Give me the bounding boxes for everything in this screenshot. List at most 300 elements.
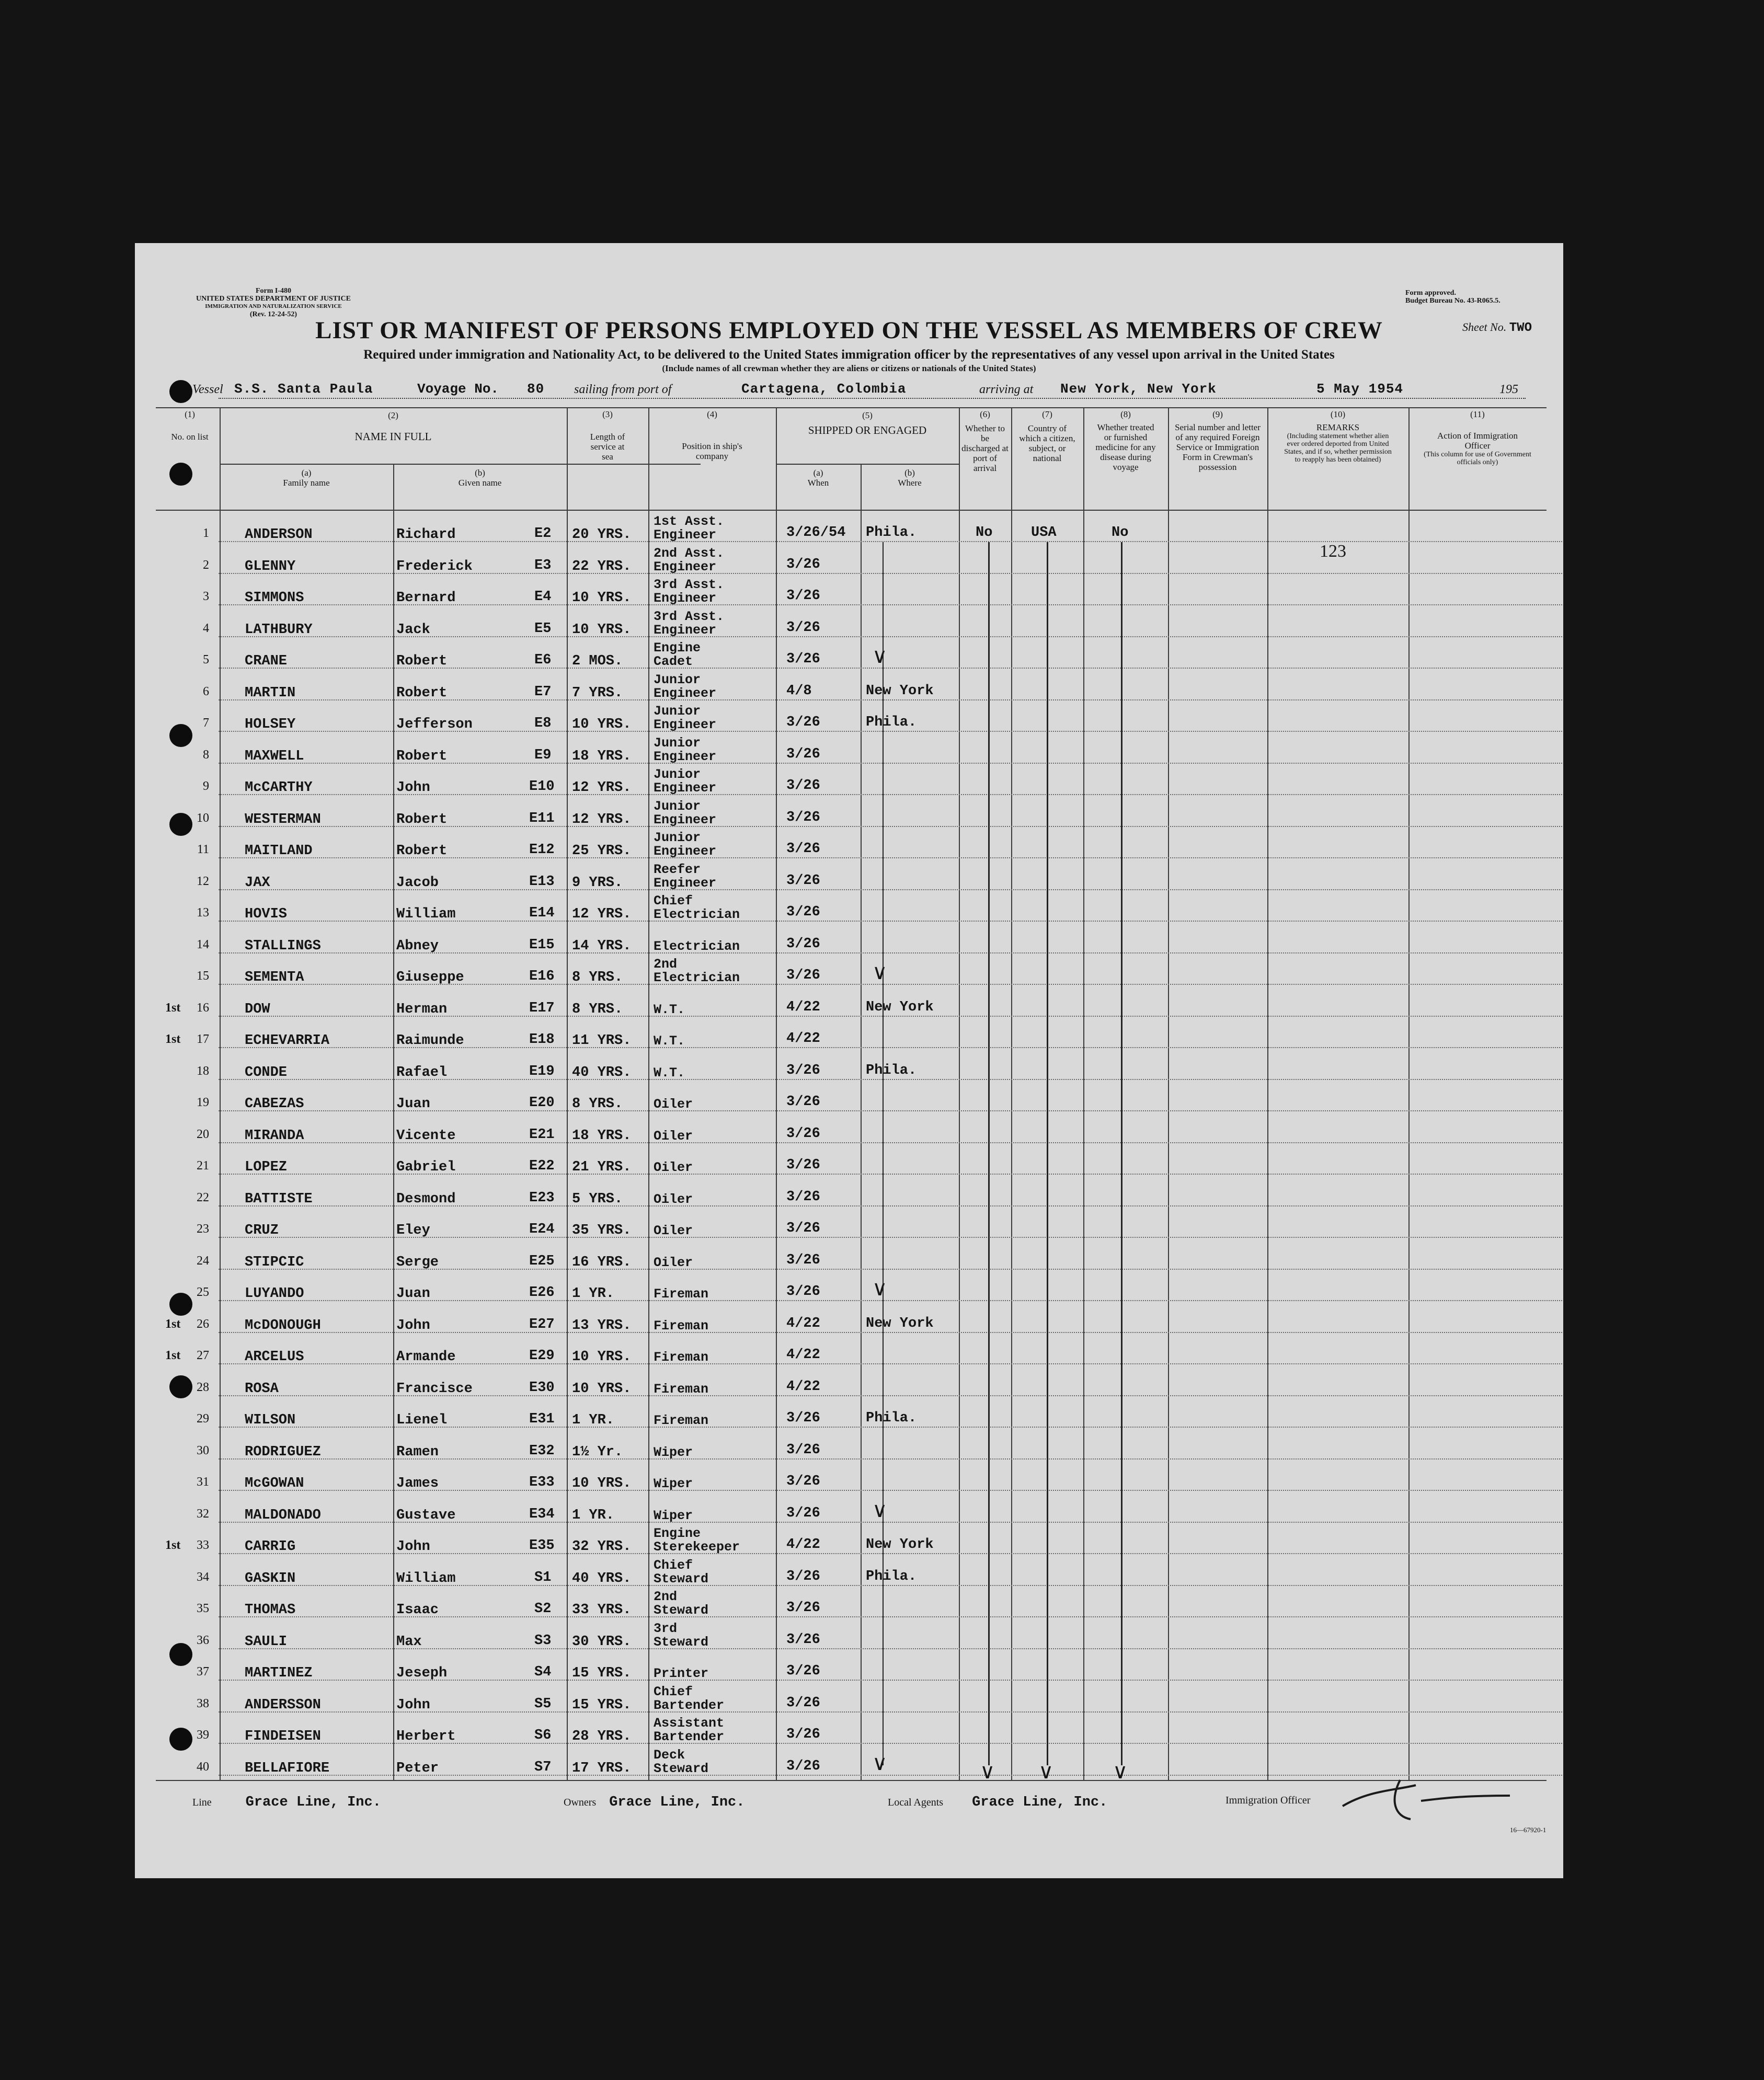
row-number: 34 [197, 1570, 209, 1584]
shipped-when: 3/26 [786, 1663, 820, 1679]
row-number: 19 [197, 1096, 209, 1109]
col8-header [1083, 409, 1168, 472]
row-number: 2 [203, 558, 209, 572]
given-name: Juan [396, 1096, 430, 1112]
col3-header [567, 409, 648, 462]
col2-num: (2) [388, 410, 398, 420]
given-name: Armande [396, 1349, 456, 1365]
family-name: WESTERMAN [245, 811, 321, 828]
length-of-service: 18 YRS. [572, 1128, 632, 1144]
row-number: 1 [203, 526, 209, 540]
given-name: Isaac [396, 1602, 439, 1618]
position-line-2: Engineer [654, 749, 717, 764]
given-name: Eley [396, 1223, 430, 1238]
family-name: STIPCIC [245, 1254, 304, 1270]
row-number: 27 [197, 1349, 209, 1362]
position-line-2: W.T. [654, 1033, 685, 1049]
crew-id: E12 [529, 842, 555, 858]
crew-id: E14 [529, 905, 555, 921]
family-name: ARCELUS [245, 1349, 304, 1365]
position-line-2: Fireman [654, 1318, 709, 1334]
col2a-num: (a) [301, 468, 312, 478]
position-line-1: 2nd [654, 1589, 678, 1604]
row-number: 25 [197, 1285, 209, 1299]
crew-id: E11 [529, 810, 555, 826]
col1-num: (1) [185, 409, 195, 419]
length-of-service: 14 YRS. [572, 938, 632, 954]
shipped-when: 3/26 [786, 651, 820, 667]
crew-id: E6 [534, 652, 552, 668]
family-name: MARTINEZ [245, 1665, 313, 1681]
crew-id: E13 [529, 874, 555, 890]
given-name: Robert [396, 653, 448, 669]
length-of-service: 1 YR. [572, 1286, 615, 1302]
shipped-when: 4/22 [786, 1031, 820, 1047]
shipped-when: 3/26 [786, 1410, 820, 1426]
given-name: John [396, 780, 430, 796]
col4-header [648, 409, 776, 461]
arrival-date: 5 May 1954 [1316, 381, 1404, 397]
family-name: LUYANDO [245, 1286, 304, 1302]
family-name: GLENNY [245, 558, 296, 574]
length-of-service: 40 YRS. [572, 1064, 632, 1081]
family-name: MAXWELL [245, 748, 304, 764]
shipped-where: New York [866, 1315, 934, 1331]
column-rule [1408, 407, 1410, 1780]
row-number: 30 [197, 1443, 209, 1457]
length-of-service: 1 YR. [572, 1507, 615, 1523]
family-name: ANDERSON [245, 527, 313, 543]
form-number: Form I-480 [255, 287, 292, 295]
crew-id: E34 [529, 1506, 555, 1522]
given-name: James [396, 1476, 439, 1491]
position-line-2: Electrician [654, 938, 740, 954]
crew-id: E7 [534, 684, 552, 700]
col4-label: Position in ship's company [682, 441, 742, 461]
footer-agents [888, 1795, 1107, 1810]
form-approval [1405, 289, 1557, 305]
given-name: Lienel [396, 1412, 448, 1428]
position-line-2: Printer [654, 1666, 709, 1681]
family-name: GASKIN [245, 1570, 296, 1587]
crew-id: E16 [529, 969, 555, 984]
given-name: John [396, 1317, 430, 1334]
given-name: Frederick [396, 558, 473, 574]
row-number: 15 [197, 969, 209, 983]
row-number: 20 [197, 1127, 209, 1141]
position-line-2: Engineer [654, 559, 717, 574]
col5a-num: (a) [813, 468, 823, 478]
col2a-header [220, 468, 393, 488]
row-number: 33 [197, 1538, 209, 1552]
family-name: SAULI [245, 1634, 288, 1650]
length-of-service: 1½ Yr. [572, 1444, 623, 1460]
family-name: CRANE [245, 653, 288, 669]
col5b-header [861, 468, 959, 488]
given-name: Serge [396, 1254, 439, 1270]
family-name: MIRANDA [245, 1128, 304, 1144]
crew-id: E17 [529, 1000, 555, 1016]
print-code: 16—67920-1 [1510, 1826, 1547, 1834]
form-revision: (Rev. 12-24-52) [249, 311, 297, 318]
position-line-1: Junior [654, 767, 701, 782]
shipped-when: 3/26 [786, 1505, 820, 1521]
family-name: JAX [245, 875, 270, 891]
ditto-line [1121, 542, 1122, 1765]
column-rule [861, 464, 862, 1780]
shipped-when: 3/26 [786, 1189, 820, 1205]
length-of-service: 16 YRS. [572, 1254, 632, 1270]
position-line-2: Electrician [654, 970, 740, 985]
given-name: Rafael [396, 1064, 448, 1081]
crew-id: S3 [534, 1633, 552, 1649]
shipped-where: New York [866, 1537, 934, 1553]
length-of-service: 8 YRS. [572, 1001, 623, 1017]
crew-id: E35 [529, 1538, 555, 1554]
ditto-line [883, 542, 884, 1765]
row-number: 16 [197, 1001, 209, 1015]
crew-id: E31 [529, 1411, 555, 1427]
length-of-service: 15 YRS. [572, 1665, 632, 1681]
position-line-2: Wiper [654, 1508, 693, 1523]
length-of-service: 1 YR. [572, 1412, 615, 1428]
position-line-2: Engineer [654, 717, 717, 732]
budget-bureau: Budget Bureau No. 43-R065.5. [1405, 297, 1500, 305]
position-line-1: Chief [654, 1684, 693, 1699]
column-rule [1083, 407, 1084, 1780]
voyage-label: Voyage No. [417, 381, 499, 397]
position-line-2: Wiper [654, 1476, 693, 1491]
row-number: 14 [197, 937, 209, 951]
ditto-line [988, 542, 990, 1765]
position-line-2: Engineer [654, 622, 717, 638]
year-suffix: 195 [1499, 383, 1518, 396]
col2b-header [393, 468, 567, 488]
row-number: 4 [203, 621, 209, 635]
position-line-2: Fireman [654, 1350, 709, 1365]
row-number: 39 [197, 1728, 209, 1742]
family-name: RODRIGUEZ [245, 1444, 321, 1460]
shipped-when: 3/26/54 [786, 525, 846, 541]
shipped-when: 3/26 [786, 1252, 820, 1268]
given-name: Jefferson [396, 717, 473, 732]
position-line-1: 3rd Asst. [654, 577, 725, 592]
length-of-service: 25 YRS. [572, 843, 632, 859]
position-line-2: Engineer [654, 591, 717, 606]
position-line-2: Electrician [654, 907, 740, 922]
crew-id: S6 [534, 1728, 552, 1743]
col4-num: (4) [707, 409, 717, 419]
first-mark: 1st [165, 1001, 181, 1015]
position-line-2: Engineer [654, 812, 717, 828]
position-line-2: Engineer [654, 780, 717, 796]
row-number: 31 [197, 1475, 209, 1489]
first-mark: 1st [165, 1349, 181, 1362]
given-name: Gustave [396, 1507, 456, 1523]
shipped-when: 4/22 [786, 999, 820, 1015]
given-name: John [396, 1539, 430, 1555]
shipped-where: Phila. [866, 1062, 917, 1078]
sailing-port: Cartagena, Colombia [741, 381, 907, 397]
length-of-service: 40 YRS. [572, 1570, 632, 1587]
family-name: CRUZ [245, 1223, 279, 1238]
position-line-2: Steward [654, 1761, 709, 1776]
vessel-label: Vessel [192, 383, 223, 396]
row-number: 28 [197, 1380, 209, 1394]
given-name: John [396, 1697, 430, 1713]
crew-id: E10 [529, 779, 555, 795]
crew-id: E19 [529, 1063, 555, 1079]
position-line-2: Oiler [654, 1160, 693, 1175]
shipped-where: Phila. [866, 1568, 917, 1584]
position-line-1: 3rd Asst. [654, 608, 725, 624]
col7-header [1011, 409, 1083, 463]
row-number: 22 [197, 1190, 209, 1204]
family-name: McGOWAN [245, 1476, 304, 1491]
length-of-service: 10 YRS. [572, 1349, 632, 1365]
position-line-1: Reefer [654, 861, 701, 877]
family-name: CONDE [245, 1064, 288, 1081]
row-number: 13 [197, 906, 209, 920]
header-mid-rule [220, 464, 701, 465]
shipped-when: 3/26 [786, 1062, 820, 1078]
family-name: ECHEVARRIA [245, 1033, 330, 1049]
family-name: CARRIG [245, 1539, 296, 1555]
crew-id: S2 [534, 1601, 552, 1617]
treated-value: No [1112, 525, 1129, 541]
position-line-1: 2nd [654, 957, 678, 972]
given-name: Jeseph [396, 1665, 448, 1681]
position-line-2: Bartender [654, 1729, 725, 1744]
row-number: 38 [197, 1696, 209, 1710]
vessel-underline [219, 398, 1526, 399]
family-name: ROSA [245, 1381, 279, 1397]
family-name: MALDONADO [245, 1507, 321, 1523]
position-line-1: Engine [654, 1526, 701, 1541]
column-rule [220, 407, 221, 1780]
length-of-service: 11 YRS. [572, 1033, 632, 1049]
sheet-value: TWO [1509, 321, 1532, 335]
col1-header [166, 409, 213, 442]
given-name: Desmond [396, 1191, 456, 1207]
col5-num: (5) [862, 410, 873, 420]
footer-owners [564, 1795, 744, 1810]
voyage-number: 80 [527, 381, 545, 397]
row-number: 36 [197, 1633, 209, 1647]
family-name: THOMAS [245, 1602, 296, 1618]
position-line-2: Engineer [654, 527, 717, 543]
ditto-arrowhead: ∨ [980, 1760, 995, 1784]
col7-label: Country of which a citizen, subject, or national [1019, 423, 1075, 463]
crew-id: E20 [529, 1095, 555, 1111]
col9-header [1168, 409, 1267, 472]
length-of-service: 18 YRS. [572, 748, 632, 764]
vessel-line [192, 380, 1531, 398]
form-identity [187, 287, 360, 318]
row-number: 5 [203, 653, 209, 666]
given-name: Herbert [396, 1729, 456, 1744]
row-number: 26 [197, 1317, 209, 1331]
sheet-label: Sheet No. [1462, 320, 1507, 334]
ditto-arrowhead: ∨ [1113, 1760, 1128, 1784]
crew-id: E23 [529, 1190, 555, 1206]
shipped-when: 3/26 [786, 1157, 820, 1173]
row-number: 29 [197, 1412, 209, 1426]
col2b-label: Given name [458, 478, 502, 488]
column-rule [1267, 407, 1268, 1780]
col5-label: SHIPPED OR ENGAGED [808, 424, 927, 436]
column-rule [567, 407, 568, 1780]
position-line-1: Engine [654, 640, 701, 656]
family-name: MAITLAND [245, 843, 313, 859]
line-value: Grace Line, Inc. [245, 1795, 381, 1810]
row-number: 10 [197, 811, 209, 825]
column-rule [959, 407, 960, 1780]
col5-header [776, 409, 959, 436]
given-name: Vicente [396, 1128, 456, 1144]
given-name: Robert [396, 843, 448, 859]
family-name: DOW [245, 1001, 270, 1017]
row-number: 18 [197, 1064, 209, 1078]
position-line-1: Chief [654, 1557, 693, 1573]
length-of-service: 12 YRS. [572, 811, 632, 828]
position-line-1: 3rd [654, 1621, 678, 1636]
punch-hole [169, 463, 192, 486]
crew-id: E30 [529, 1380, 555, 1396]
col6-num: (6) [980, 409, 990, 419]
shipped-when: 4/22 [786, 1347, 820, 1363]
shipped-when: 3/26 [786, 841, 820, 857]
crew-id: E22 [529, 1158, 555, 1174]
col1-label: No. on list [171, 432, 209, 442]
position-line-1: Assistant [654, 1716, 725, 1731]
family-name: BATTISTE [245, 1191, 313, 1207]
agents-label: Local Agents [888, 1797, 944, 1808]
sailing-label: sailing from port of [574, 383, 672, 396]
given-name: Jack [396, 622, 430, 638]
position-line-2: Steward [654, 1634, 709, 1650]
crew-id: E21 [529, 1127, 555, 1143]
first-mark: 1st [165, 1317, 181, 1331]
position-line-1: Deck [654, 1747, 685, 1763]
position-line-2: Cadet [654, 654, 693, 669]
given-name: Giuseppe [396, 970, 464, 985]
shipped-when: 3/26 [786, 1284, 820, 1300]
shipped-when: 3/26 [786, 778, 820, 794]
length-of-service: 17 YRS. [572, 1760, 632, 1776]
ditto-tick: ∨ [872, 1277, 888, 1301]
position-line-2: Oiler [654, 1128, 693, 1144]
crew-id: S7 [534, 1759, 552, 1775]
length-of-service: 32 YRS. [572, 1539, 632, 1555]
length-of-service: 10 YRS. [572, 590, 632, 606]
shipped-when: 3/26 [786, 1221, 820, 1236]
officer-signature [1337, 1769, 1515, 1827]
first-mark: 1st [165, 1032, 181, 1046]
shipped-when: 3/26 [786, 1474, 820, 1489]
length-of-service: 10 YRS. [572, 622, 632, 638]
family-name: STALLINGS [245, 938, 321, 954]
given-name: Jacob [396, 875, 439, 891]
col11-sub: (This column for use of Government officials only) [1424, 451, 1531, 466]
row-number: 35 [197, 1602, 209, 1615]
crew-id: E2 [534, 526, 552, 542]
length-of-service: 35 YRS. [572, 1223, 632, 1238]
length-of-service: 15 YRS. [572, 1697, 632, 1713]
given-name: Herman [396, 1001, 448, 1017]
family-name: ANDERSSON [245, 1697, 321, 1713]
position-line-1: Junior [654, 798, 701, 814]
given-name: Richard [396, 527, 456, 543]
requirement-statement: Required under immigration and Nationality Act, to be delivered to the United States immigration officer by the representatives of any vessel upon arrival in the United States [363, 348, 1335, 362]
crew-id: E25 [529, 1253, 555, 1269]
row-number: 17 [197, 1032, 209, 1046]
position-line-2: Fireman [654, 1286, 709, 1302]
row-number: 24 [197, 1254, 209, 1268]
shipped-when: 3/26 [786, 588, 820, 604]
length-of-service: 10 YRS. [572, 1476, 632, 1491]
position-line-2: W.T. [654, 1002, 685, 1017]
position-line-2: W.T. [654, 1065, 685, 1081]
length-of-service: 28 YRS. [572, 1729, 632, 1744]
include-statement: (Include names of all crewman whether they are aliens or citizens or nationals of the United States) [662, 363, 1036, 373]
crew-id: S4 [534, 1664, 552, 1680]
header-bottom-rule [156, 510, 1547, 511]
crew-id: E9 [534, 747, 552, 763]
line-label: Line [192, 1797, 212, 1808]
shipped-where: New York [866, 683, 934, 699]
position-line-2: Oiler [654, 1255, 693, 1270]
shipped-when: 4/22 [786, 1315, 820, 1331]
given-name: Gabriel [396, 1159, 456, 1175]
col9-label: Serial number and letter of any required Foreign Service or Immigration Form in Crewman's possession [1175, 422, 1261, 472]
row-number: 32 [197, 1507, 209, 1521]
crew-id: S1 [534, 1569, 552, 1585]
col5b-num: (b) [904, 468, 915, 478]
header-mid-rule [776, 464, 959, 465]
remark-value: 123 [1320, 542, 1346, 561]
length-of-service: 13 YRS. [572, 1317, 632, 1334]
given-name: Peter [396, 1760, 439, 1776]
column-rule [393, 464, 394, 1780]
row-number: 8 [203, 748, 209, 762]
length-of-service: 10 YRS. [572, 1381, 632, 1397]
shipped-when: 3/26 [786, 746, 820, 762]
form-service: IMMIGRATION AND NATURALIZATION SERVICE [205, 303, 342, 309]
given-name: Bernard [396, 590, 456, 606]
shipped-where: Phila. [866, 1410, 917, 1426]
row-number: 37 [197, 1665, 209, 1679]
header-top-rule [156, 407, 1547, 408]
footer-line [192, 1795, 381, 1810]
officer-label: Immigration Officer [1225, 1795, 1311, 1806]
country-value: USA [1031, 525, 1057, 541]
crew-id: E4 [534, 589, 552, 605]
length-of-service: 30 YRS. [572, 1634, 632, 1650]
length-of-service: 8 YRS. [572, 1096, 623, 1112]
shipped-when: 3/26 [786, 1094, 820, 1110]
ditto-arrowhead: ∨ [1038, 1760, 1054, 1784]
length-of-service: 20 YRS. [572, 527, 632, 543]
crew-id: E26 [529, 1285, 555, 1301]
row-number: 6 [203, 684, 209, 698]
crew-id: E18 [529, 1032, 555, 1048]
position-line-1: Junior [654, 830, 701, 845]
shipped-when: 3/26 [786, 1695, 820, 1711]
shipped-when: 3/26 [786, 1631, 820, 1648]
position-line-1: Junior [654, 672, 701, 687]
position-line-2: Sterekeeper [654, 1539, 740, 1555]
